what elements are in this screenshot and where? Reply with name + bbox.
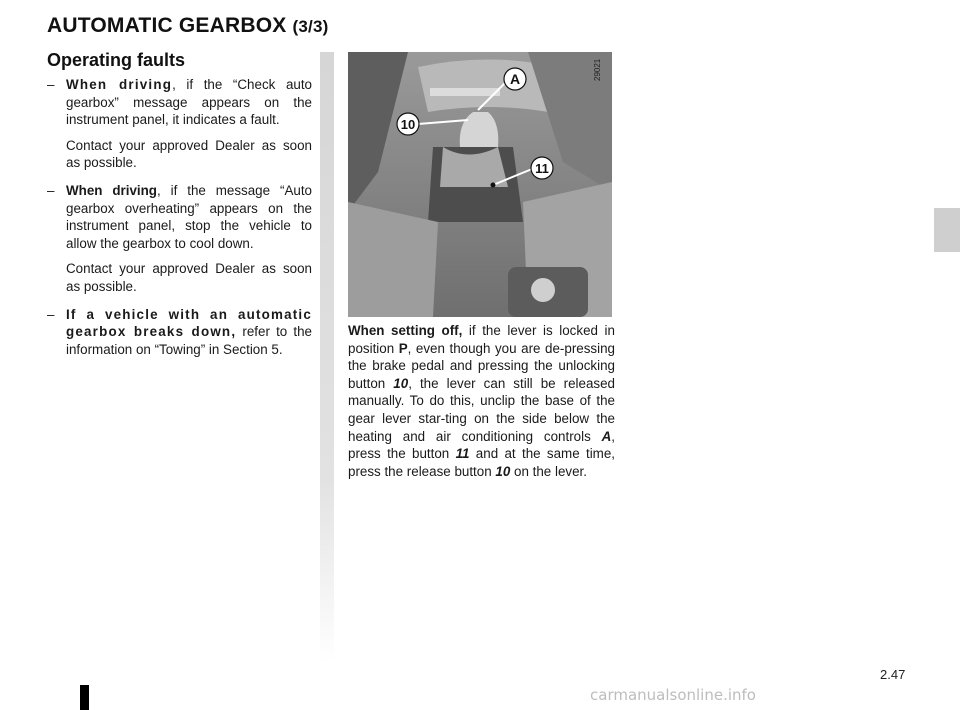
fault-lead: When driving	[66, 77, 173, 92]
gear-lever-photo	[348, 52, 612, 317]
callout-label-11: 11	[535, 161, 549, 176]
instruction-text: on the lever.	[510, 463, 587, 479]
rear-controller	[531, 278, 555, 302]
controls-ref: A	[601, 428, 612, 444]
section-tab	[934, 208, 960, 252]
fault-paragraph	[66, 306, 312, 359]
corner-mark	[80, 685, 89, 710]
release-instructions	[348, 322, 615, 480]
list-dash: –	[47, 306, 55, 322]
page-title	[47, 14, 328, 38]
watermark: carmanualsonline.info	[590, 686, 756, 704]
instruction-text: if the lever is locked in position	[348, 323, 615, 356]
figure-code: 29021	[593, 58, 602, 82]
fault-item	[47, 76, 312, 172]
fault-item	[47, 306, 312, 359]
fault-text: , if the message “Auto gearbox overheating” appears on the instrument panel, stop the vehicle to allow the gearbox to cool down.	[66, 182, 312, 251]
title-text: AUTOMATIC GEARBOX	[47, 14, 287, 37]
instruction-text: , the lever can still be released manually. To do this, unclip the base of the gear lever star-ting on the side below the heating and air conditioning controls	[348, 375, 616, 444]
instruction-lead: When setting off,	[348, 323, 463, 338]
faults-list	[47, 76, 312, 368]
list-dash: –	[47, 182, 55, 198]
column-divider	[320, 52, 334, 662]
callout-point-11	[491, 183, 496, 188]
gear-lever-illustration	[348, 52, 612, 317]
fault-followup: Contact your approved Dealer as soon as possible.	[66, 137, 312, 171]
control-buttons	[430, 88, 500, 96]
title-part-indicator: (3/3)	[292, 17, 329, 36]
left-seat	[348, 202, 438, 317]
page-number: 2.47	[880, 667, 906, 682]
fault-lead: When driving	[66, 182, 157, 198]
instruction-text: , press the button	[348, 428, 615, 462]
fault-item	[47, 182, 312, 296]
button-11-ref: 11	[455, 446, 470, 462]
callout-label-10: 10	[400, 117, 416, 132]
callout-label-a: A	[509, 71, 521, 87]
instruction-text: , even though you are de-pressing the brake pedal and pressing the unlocking button	[348, 340, 615, 391]
section-heading: Operating faults	[47, 50, 186, 70]
fault-text: refer to the information on “Towing” in Section 5.	[66, 324, 313, 357]
list-dash: –	[47, 77, 55, 92]
fault-followup: Contact your approved Dealer as soon as possible.	[66, 261, 312, 294]
release-button-ref: 10	[495, 463, 511, 479]
lever-position: P	[398, 340, 408, 356]
fault-paragraph	[66, 182, 312, 252]
fault-paragraph	[66, 76, 312, 129]
fault-lead: If a vehicle with an automatic gearbox breaks down,	[66, 306, 312, 340]
instruction-text: and at the same time, press the release button	[348, 446, 615, 479]
fault-text: , if the “Check auto gearbox” message appears on the instrument panel, it indicates a fault.	[66, 77, 313, 128]
unlock-button-ref: 10	[393, 375, 409, 391]
